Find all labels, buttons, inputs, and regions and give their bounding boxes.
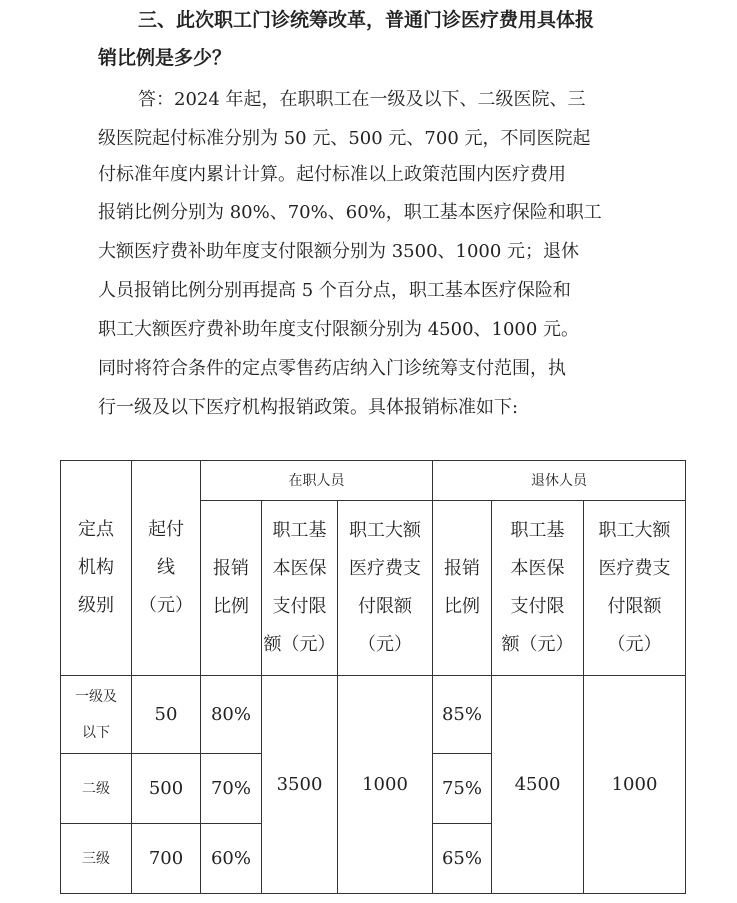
- row-retired-ratio: 85%: [433, 676, 492, 754]
- answer-line: 级医院起付标准分别为 50 元、500 元、700 元，不同医院起: [98, 128, 591, 149]
- answer-line: 职工大额医疗费补助年度支付限额分别为 4500、1000 元。: [98, 319, 580, 340]
- row-deductible: 500: [132, 754, 201, 824]
- row-deductible: 50: [132, 676, 201, 754]
- retired-basic-limit-cell: 4500: [492, 676, 584, 894]
- row-employed-ratio: 80%: [201, 676, 262, 754]
- reimbursement-table: [60, 460, 686, 894]
- row-level: 二级: [61, 754, 132, 824]
- row-level: 一级及 以下: [61, 676, 132, 754]
- row-employed-ratio: 70%: [201, 754, 262, 824]
- answer-line: 大额医疗费补助年度支付限额分别为 3500、1000 元；退休: [98, 241, 580, 262]
- row-deductible: 700: [132, 824, 201, 894]
- header-retired-basic-limit: 职工基 本医保 支付限 额（元）: [492, 501, 584, 676]
- employed-large-limit-cell: 1000: [338, 676, 433, 894]
- question-heading-line2: 销比例是多少？: [98, 47, 232, 69]
- header-employed-large-limit: 职工大额 医疗费支 付限额 （元）: [338, 501, 433, 676]
- header-employed-basic-limit: 职工基 本医保 支付限 额（元）: [262, 501, 338, 676]
- answer-line: 付标准年度内累计计算。起付标准以上政策范围内医疗费用: [98, 164, 566, 185]
- header-retired-large-limit: 职工大额 医疗费支 付限额 （元）: [584, 501, 686, 676]
- header-employed-ratio: 报销 比例: [201, 501, 262, 676]
- header-employed-group: 在职人员: [201, 461, 433, 501]
- question-heading-line1: 三、此次职工门诊统筹改革，普通门诊医疗费用具体报: [138, 9, 595, 31]
- header-retired-group: 退休人员: [433, 461, 686, 501]
- answer-line: 行一级及以下医疗机构报销政策。具体报销标准如下:: [98, 397, 519, 418]
- header-retired-ratio: 报销 比例: [433, 501, 492, 676]
- retired-large-limit-cell: 1000: [584, 676, 686, 894]
- header-deductible: 起付 线 （元）: [132, 461, 201, 676]
- row-level: 三级: [61, 824, 132, 894]
- row-retired-ratio: 65%: [433, 824, 492, 894]
- answer-line: 答：2024 年起，在职职工在一级及以下、二级医院、三: [138, 89, 586, 110]
- employed-basic-limit-cell: 3500: [262, 676, 338, 894]
- answer-line: 人员报销比例分别再提高 5 个百分点，职工基本医疗保险和: [98, 280, 571, 301]
- table-row: [61, 676, 686, 754]
- row-employed-ratio: 60%: [201, 824, 262, 894]
- row-retired-ratio: 75%: [433, 754, 492, 824]
- answer-line: 同时将符合条件的定点零售药店纳入门诊统筹支付范围，执: [98, 358, 566, 379]
- header-level: 定点 机构 级别: [61, 461, 132, 676]
- answer-line: 报销比例分别为 80%、70%、60%，职工基本医疗保险和职工: [98, 202, 602, 223]
